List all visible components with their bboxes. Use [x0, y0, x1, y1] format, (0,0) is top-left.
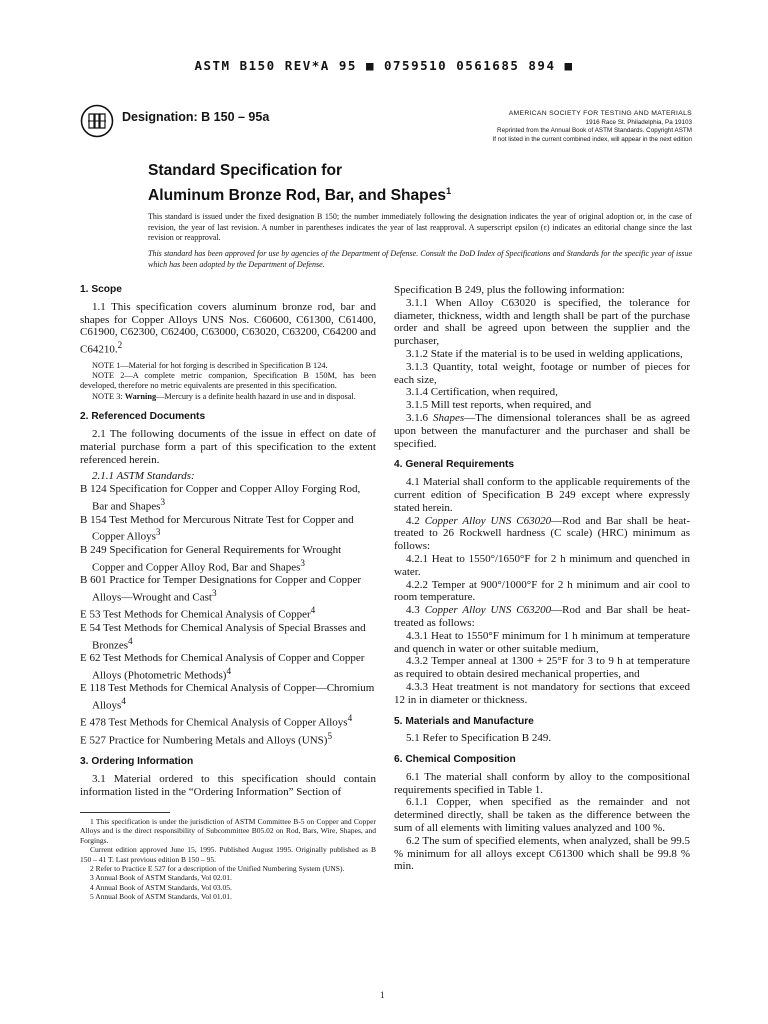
section-heading-scope: 1. Scope — [80, 284, 122, 295]
para-1-1-text: 1.1 This specification covers aluminum bronze rod, bar and shapes for Copper Alloys UNS Nos. C60600, C61300, C61400, C61900, C62300, C62400, C63000, C63020, C63200, C64200 and C64210. — [80, 300, 376, 356]
reference-item — [80, 622, 376, 652]
footnote-ref: 4 — [128, 635, 133, 646]
para-3-1-4: 3.1.4 Certification, when required, — [406, 386, 558, 399]
para-4-1: 4.1 Material shall conform to the applicable requirements of the current edition of Specification B 249 except where expressly stated herein. — [394, 476, 690, 514]
reference-text: E 62 Test Methods for Chemical Analysis of Copper and Copper Alloys (Photometric Methods) — [80, 651, 365, 682]
note-3-warning: Warning — [124, 391, 157, 401]
issued-notice: This standard is issued under the fixed designation B 150; the number immediately following the designation indicates the year of original adoption or, in the case of revision, the year of last revision. A number in parentheses indicates the year of last reapproval. A superscript epsilon (ε) indicates an editorial change since the last revision or reapproval. — [148, 212, 692, 243]
para-number: 3.1.6 — [406, 411, 433, 424]
document-code-line: ASTM B150 REV*A 95 ■ 0759510 0561685 894 ■ — [194, 58, 574, 73]
para-emphasis: Shapes — [432, 411, 465, 424]
section-heading-materials-and-manufacture: 5. Materials and Manufacture — [394, 715, 534, 727]
footnote-ref: 3 — [155, 527, 161, 538]
para-6-1-1: 6.1.1 Copper, when specified as the remainder and not determined directly, shall be taken as the difference between the sum of all elements with limiting values analyzed and 100 %. — [394, 796, 690, 835]
section-heading-chemical-composition: 6. Chemical Composition — [394, 754, 516, 766]
astm-logo-icon — [80, 104, 114, 138]
footnote-ref: 4 — [347, 713, 353, 724]
astm-standards-label: 2.1.1 ASTM Standards: — [92, 470, 195, 483]
reference-item — [80, 514, 376, 544]
para-number: 4.2 — [406, 514, 425, 527]
footnote-5: 5 Annual Book of ASTM Standards, Vol 01.01. — [90, 892, 232, 902]
note-3-text: —Mercury is a definite health hazard in use and in disposal. — [156, 391, 356, 401]
page-number: 1 — [380, 990, 385, 1000]
footnote-1-continued: Current edition approved June 15, 1995. Published August 1995. Originally published as B 150 – 41 T. Last previous edition B 150 – 95. — [80, 845, 376, 864]
footnotes — [80, 812, 376, 902]
reference-item — [80, 652, 376, 682]
reference-text: B 249 Specification for General Requirements for Wrought Copper and Copper Alloy Rod, Bar and Shapes — [80, 543, 342, 574]
para-3-1-continued: Specification B 249, plus the following information: — [394, 284, 625, 296]
footnote-ref: 2 — [117, 340, 123, 351]
section-heading-ordering-information: 3. Ordering Information — [80, 756, 194, 768]
para-4-3 — [394, 604, 690, 630]
para-1-1 — [80, 301, 376, 357]
footnote-ref: 4 — [226, 665, 232, 676]
designation: Designation: B 150 – 95a — [122, 110, 270, 124]
reference-text: E 478 Test Methods for Chemical Analysis of Copper Alloys — [80, 717, 348, 730]
para-emphasis: Copper Alloy UNS C63200 — [424, 604, 552, 617]
footnote-ref: 3 — [160, 497, 166, 508]
footnote-ref: 5 — [327, 730, 333, 741]
reference-text: E 118 Test Methods for Chemical Analysis of Copper—Chromium Alloys — [80, 682, 375, 712]
reference-item — [80, 682, 376, 712]
reference-item — [80, 574, 376, 604]
title-line-2 — [148, 181, 451, 206]
note-3 — [80, 392, 376, 402]
reference-item — [80, 712, 376, 729]
para-3-1-1: 3.1.1 When Alloy C63020 is specified, the tolerance for diameter, thickness, width and length shall be part of the purchase order and shall be agreed upon between the supplier and the purchaser, — [394, 296, 690, 348]
para-2-1: 2.1 The following documents of the issue in effect on date of material purchase form a part of this specification to the extent referenced herein. — [80, 428, 376, 466]
note-2: NOTE 2—A complete metric companion, Specification B 150M, has been developed, therefore no metric equivalents are presented in this specification. — [80, 371, 376, 391]
footnote-3: 3 Annual Book of ASTM Standards, Vol 02.01. — [90, 873, 232, 883]
reprint-notice: Reprinted from the Annual Book of ASTM Standards. Copyright ASTM — [497, 127, 692, 135]
section-heading-referenced-documents: 2. Referenced Documents — [80, 411, 206, 423]
para-4-2 — [394, 515, 690, 553]
reference-text: E 527 Practice for Numbering Metals and Alloys (UNS) — [80, 734, 328, 747]
footnote-2: 2 Refer to Practice E 527 for a description of the Unified Numbering System (UNS). — [90, 864, 345, 874]
reference-item — [80, 483, 376, 513]
para-3-1-5: 3.1.5 Mill test reports, when required, and — [406, 399, 592, 412]
index-notice: If not listed in the current combined index, will appear in the next edition — [492, 135, 692, 143]
para-text: —The dimensional tolerances shall be as agreed upon between the manufacturer and the purchaser and shall be specified. — [394, 411, 691, 450]
footnote-ref: 3 — [211, 587, 217, 598]
para-4-3-3: 4.3.3 Heat treatment is not mandatory for sections that exceed 12 in in diameter or thickness. — [394, 680, 690, 706]
para-3-1: 3.1 Material ordered to this specification should contain information listed in the “Ordering Information” Section of — [80, 773, 376, 798]
para-3-1-3: 3.1.3 Quantity, total weight, footage or number of pieces for each size, — [394, 360, 690, 386]
footnote-ref: 4 — [121, 696, 126, 706]
reference-text: E 54 Test Methods for Chemical Analysis of Special Brasses and Bronzes — [80, 621, 366, 652]
reference-text: B 124 Specification for Copper and Copper Alloy Forging Rod, Bar and Shapes — [80, 483, 361, 513]
page-title — [148, 161, 451, 206]
note-1: NOTE 1—Material for hot forging is described in Specification B 124. — [92, 360, 328, 370]
footnote-1: 1 This specification is under the jurisdiction of ASTM Committee B-5 on Copper and Copper Alloys and is the direct responsibility of Subcommittee B05.02 on Rod, Bars, Wire, Shapes, and Forgings. — [80, 817, 376, 845]
reference-text: B 601 Practice for Temper Designations for Copper and Copper Alloys—Wrought and Cast — [80, 574, 361, 604]
para-4-3-2: 4.3.2 Temper anneal at 1300 + 25°F for 3 to 9 h at temperature as required to obtain desired mechanical properties, and — [394, 655, 690, 681]
reference-text: B 154 Test Method for Mercurous Nitrate Test for Copper and Copper Alloys — [80, 513, 354, 543]
footnote-ref: 3 — [300, 557, 305, 568]
para-4-2-1: 4.2.1 Heat to 1550°/1650°F for 2 h minimum and quenched in water. — [394, 552, 690, 578]
reference-item — [80, 604, 376, 621]
section-heading-general-requirements: 4. General Requirements — [394, 459, 515, 471]
para-2-1-1 — [80, 470, 376, 483]
footnote-4: 4 Annual Book of ASTM Standards, Vol 03.05. — [90, 882, 232, 892]
para-3-1-6 — [394, 412, 690, 450]
para-emphasis: Copper Alloy UNS C63020 — [424, 514, 552, 527]
para-number: 4.3 — [406, 604, 425, 617]
para-3-1-2: 3.1.2 State if the material is to be used in welding applications, — [406, 347, 683, 360]
para-5-1: 5.1 Refer to Specification B 249. — [406, 732, 552, 745]
footnote-ref: 4 — [310, 605, 316, 616]
title-line-1: Standard Specification for — [148, 162, 343, 179]
society-block — [436, 110, 692, 144]
footnote-rule — [80, 812, 170, 813]
dod-approval-notice: This standard has been approved for use by agencies of the Department of Defense. Consult the DoD Index of Specifications and Standards for the specific year of issue which has been adopted by the Department of Defense. — [148, 249, 692, 269]
note-3-label: NOTE 3: — [92, 391, 125, 401]
para-4-2-2: 4.2.2 Temper at 900°/1000°F for 2 h minimum and air cool to room temperature. — [394, 578, 690, 604]
reference-text: E 53 Test Methods for Chemical Analysis of Copper — [80, 608, 311, 621]
society-name: AMERICAN SOCIETY FOR TESTING AND MATERIALS — [508, 110, 692, 117]
para-6-2: 6.2 The sum of specified elements, when analyzed, shall be 99.5 % minimum for all alloys except C61300 which shall be 99.8 % min. — [394, 834, 690, 873]
reference-item — [80, 730, 376, 747]
title-main: Aluminum Bronze Rod, Bar, and Shapes — [148, 187, 447, 205]
para-text: —Rod and Bar shall be heat-treated as follows: — [394, 604, 690, 629]
society-address: 1916 Race St. Philadelphia, Pa 19103 — [585, 118, 692, 126]
left-column — [80, 284, 376, 799]
para-text: —Rod and Bar shall be heat-treated to 26 Rockwell hardness (C scale) (HRC) minimum as follows: — [394, 514, 690, 553]
para-6-1: 6.1 The material shall conform by alloy to the compositional requirements specified in Table 1. — [394, 770, 690, 796]
title-footnote-ref: 1 — [446, 186, 452, 196]
right-column — [394, 284, 690, 873]
reference-item — [80, 544, 376, 574]
para-4-3-1: 4.3.1 Heat to 1550°F minimum for 1 h minimum at temperature and quench in water or other suitable medium, — [394, 629, 690, 655]
